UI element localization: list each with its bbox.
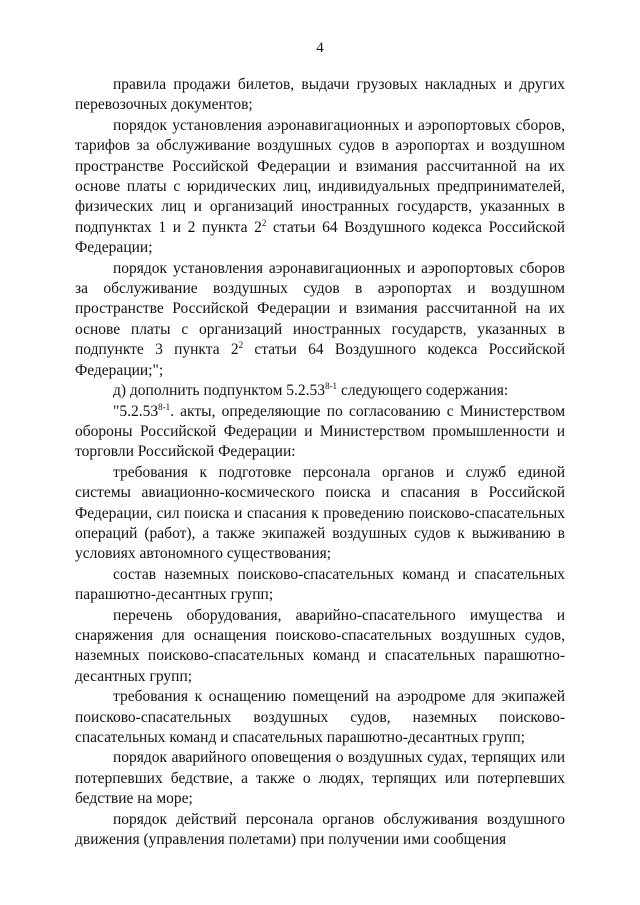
superscript: 2 [261, 217, 267, 228]
paragraph-text: состав наземных поисково-спасательных команд и спасательных парашютно-десантных групп; [75, 565, 565, 604]
paragraph [75, 687, 565, 748]
paragraph [75, 381, 565, 401]
document-body [75, 75, 565, 850]
paragraph-text: порядок аварийного оповещения о воздушных судах, терпящих или потерпевших бедствие, а также о людях, терпящих или потерпевших бедствие на море; [75, 749, 565, 808]
paragraph [75, 402, 565, 463]
paragraph-text: следующего содержания: [337, 382, 509, 400]
paragraph [75, 565, 565, 606]
paragraph [75, 463, 565, 565]
paragraph [75, 116, 565, 259]
superscript: 2 [238, 340, 244, 351]
paragraph-text: требования к оснащению помещений на аэродроме для экипажей поисково-спасательных воздушных судов, наземных поисково-спасательных команд и спасательных парашютно-десантных групп; [75, 688, 565, 746]
paragraph-text: "5.2.53 [113, 402, 159, 420]
paragraph-text: д) дополнить подпунктом 5.2.53 [113, 382, 326, 400]
paragraph-text: порядок действий персонала органов обслуживания воздушного движения (управления полетами) при получении ими сообщения [75, 810, 565, 849]
paragraph-text: порядок установления аэронавигационных и аэропортовых сборов, тарифов за обслуживание воздушных судов в аэропортах и воздушном пространстве Российской Федерации и взимания рассчитанной на их основе платы с юридических лиц, индивидуальных предпринимателей, физических лиц и организаций иностранных государств, указанных в подпунктах 1 и 2 пункта 2 [75, 116, 565, 236]
paragraph-text: перечень оборудования, аварийно-спасательного имущества и снаряжения для оснащения поисково-спасательных воздушных судов, наземных поисково-спасательных команд и спасательных парашютно-десантных групп; [75, 606, 565, 685]
paragraph [75, 606, 565, 688]
superscript: 8-1 [158, 401, 171, 412]
paragraph-text: статьи 64 Воздушного кодекса Российской Федерации;"; [75, 341, 565, 379]
paragraph-text: требования к подготовке персонала органов и служб единой системы авиационно-космического поиска и спасания в Российской Федерации, сил поиска и спасания к проведению поисково-спасательных операций (работ), а также экипажей воздушных судов к выживанию в условиях автономного существования; [75, 463, 565, 563]
page-number: 4 [316, 40, 324, 56]
paragraph [75, 75, 565, 116]
paragraph-text: статьи 64 Воздушного кодекса Российской Федерации; [75, 218, 565, 257]
paragraph [75, 259, 565, 381]
paragraph-text: порядок установления аэронавигационных и аэропортовых сборов за обслуживание воздушных судов в аэропортах и воздушном пространстве Российской Федерации и взимания рассчитанной на их основе платы с организаций иностранных государств, указанных в подпункте 3 пункта 2 [75, 259, 565, 359]
paragraph [75, 748, 565, 809]
superscript: 8-1 [325, 381, 338, 392]
paragraph [75, 810, 565, 851]
paragraph-text: . акты, определяющие по согласованию с Министерством обороны Российской Федерации и Министерством промышленности и торговли Российской Федерации: [75, 402, 565, 461]
paragraph-text: правила продажи билетов, выдачи грузовых накладных и других перевозочных документов; [75, 76, 565, 114]
